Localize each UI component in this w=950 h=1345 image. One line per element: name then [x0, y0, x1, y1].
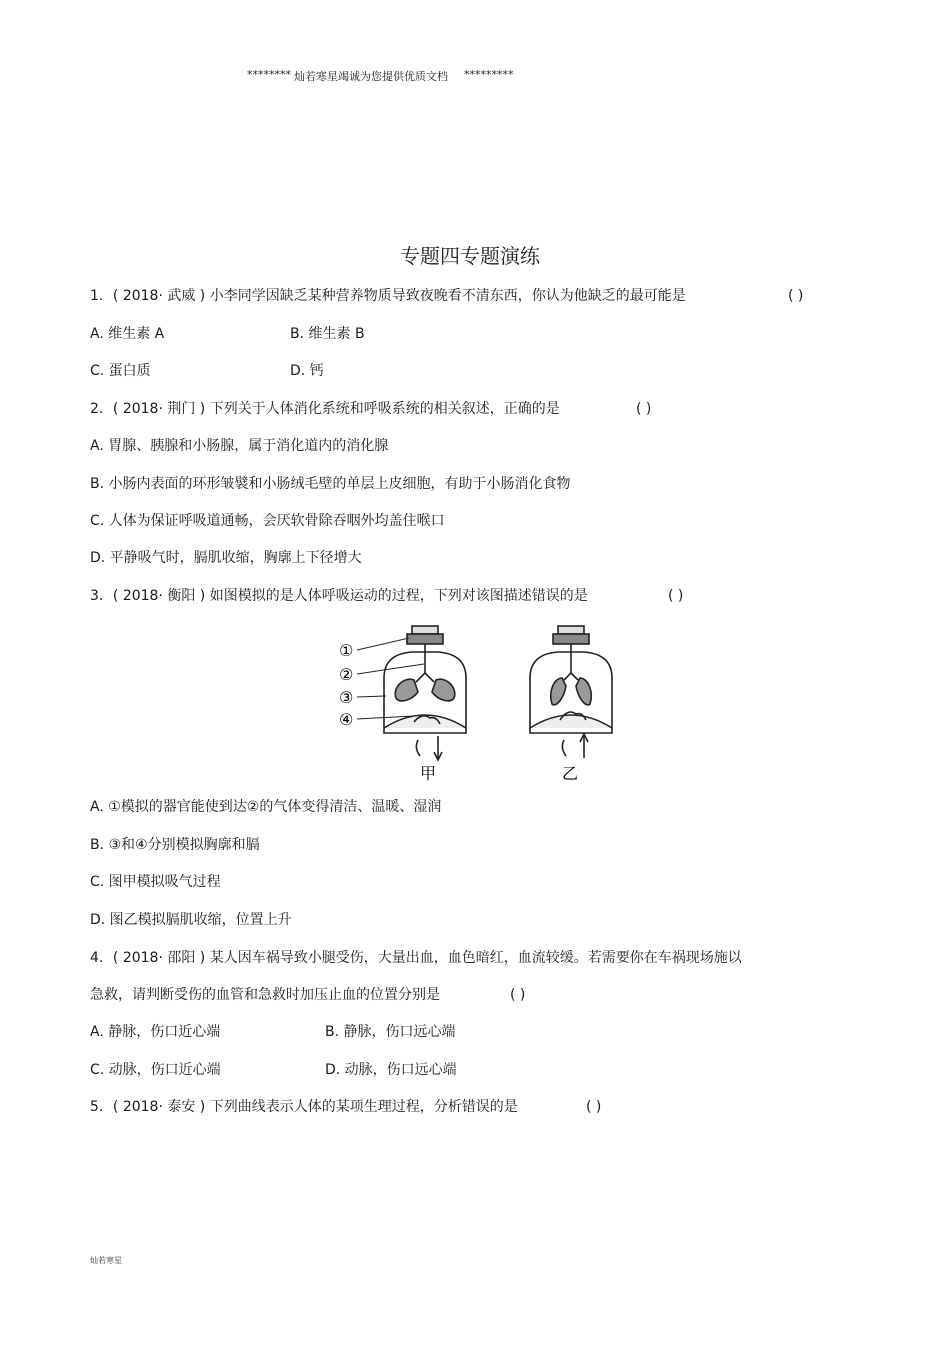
question-1-stem: 1．( 2018· 武威 ) 小李同学因缺乏某种营养物质导致夜晚看不清东西，你认为他缺乏的最可能是	[90, 288, 686, 304]
question-3-bracket: ( )	[668, 588, 684, 604]
q1-option-c: C. 蛋白质	[90, 363, 151, 379]
caption-yi: 乙	[562, 764, 579, 783]
q3-option-c: C. 图甲模拟吸气过程	[90, 874, 221, 890]
question-4-stem-line1: 4．( 2018· 邵阳 ) 某人因车祸导致小腿受伤，大量出血，血色暗红，血流较缓。若需要你在车祸现场施以	[90, 950, 742, 966]
q1-option-a: A. 维生素 A	[90, 326, 165, 342]
q4-option-a: A. 静脉，伤口近心端	[90, 1024, 221, 1040]
q2-option-b: B. 小肠内表面的环形皱襞和小肠绒毛壁的单层上皮细胞，有助于小肠消化食物	[90, 476, 571, 492]
question-5-bracket: ( )	[586, 1099, 602, 1115]
q4-option-d: D. 动脉，伤口远心端	[325, 1062, 457, 1078]
header-stars-left: ********	[247, 68, 291, 81]
question-2-stem: 2．( 2018· 荆门 ) 下列关于人体消化系统和呼吸系统的相关叙述，正确的是	[90, 401, 560, 417]
q2-option-a: A. 胃腺、胰腺和小肠腺，属于消化道内的消化腺	[90, 438, 389, 454]
q2-option-c: C. 人体为保证呼吸道通畅，会厌软骨除吞咽外均盖住喉口	[90, 513, 445, 529]
jar-yi	[530, 626, 612, 758]
caption-jia: 甲	[420, 764, 437, 783]
marker-3: ③	[339, 688, 354, 707]
question-4-bracket: ( )	[510, 987, 526, 1003]
q4-option-c: C. 动脉，伤口近心端	[90, 1062, 221, 1078]
marker-2: ②	[339, 665, 354, 684]
question-5-stem: 5．( 2018· 泰安 ) 下列曲线表示人体的某项生理过程，分析错误的是	[90, 1099, 518, 1115]
q3-option-b: B. ③和④分别模拟胸廓和膈	[90, 837, 260, 853]
marker-4: ④	[339, 710, 354, 729]
header-text: 灿若寒星竭诚为您提供优质文档	[294, 70, 448, 83]
q2-option-d: D. 平静吸气时，膈肌收缩，胸廓上下径增大	[90, 550, 362, 566]
q4-option-b: B. 静脉，伤口远心端	[325, 1024, 456, 1040]
header-stars-right: *********	[464, 68, 514, 81]
breathing-model-figure	[334, 618, 624, 788]
question-3-stem: 3．( 2018· 衡阳 ) 如图模拟的是人体呼吸运动的过程，下列对该图描述错误的是	[90, 588, 588, 604]
q3-option-a: A. ①模拟的器官能使到达②的气体变得清洁、温暖、湿润	[90, 799, 442, 815]
question-1-bracket: ( )	[788, 288, 804, 304]
q1-option-d: D. 钙	[290, 363, 324, 379]
q1-option-b: B. 维生素 B	[290, 326, 365, 342]
marker-1: ①	[339, 641, 354, 660]
question-4-stem-line2: 急救，请判断受伤的血管和急救时加压止血的位置分别是	[90, 987, 440, 1003]
question-2-bracket: ( )	[636, 401, 652, 417]
q3-option-d: D. 图乙模拟膈肌收缩，位置上升	[90, 912, 292, 928]
page-title: 专题四专题演练	[400, 244, 540, 268]
jar-jia	[384, 626, 466, 760]
page-footer: 灿若寒星	[90, 1256, 122, 1265]
